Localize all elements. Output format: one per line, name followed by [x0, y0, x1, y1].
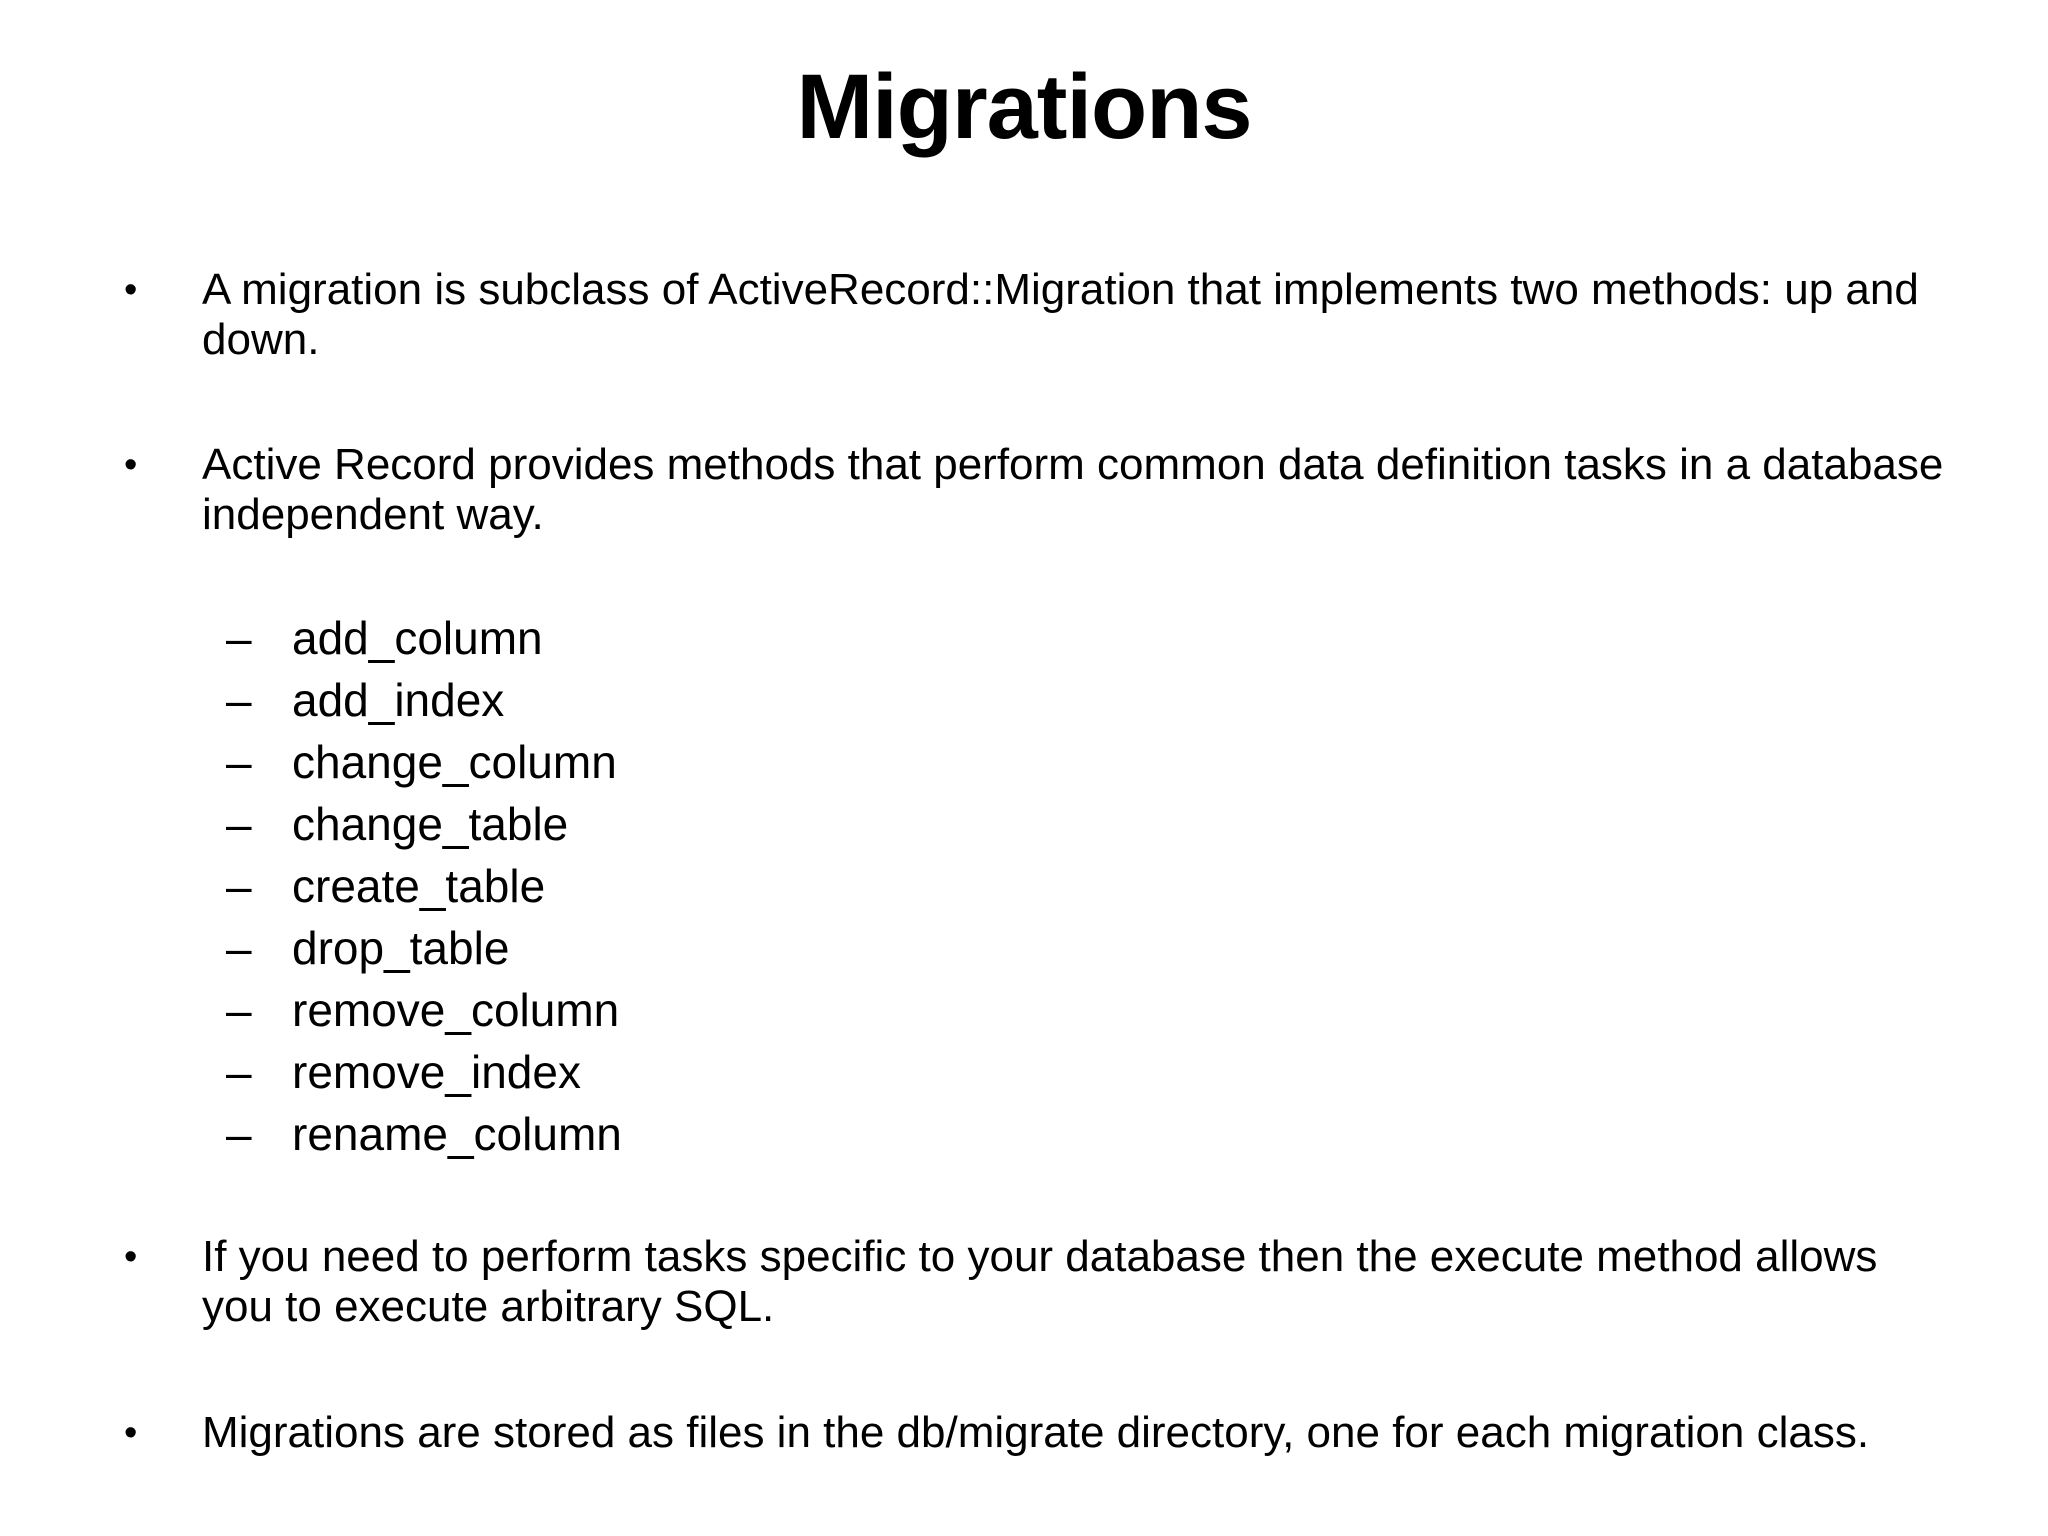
- dash-icon: –: [226, 1046, 252, 1098]
- method-name: create_table: [292, 860, 546, 912]
- bullet-item: [124, 1232, 1944, 1332]
- method-item: [226, 1103, 1126, 1165]
- slide-title: Migrations: [796, 56, 1252, 158]
- bullet-icon: •: [124, 444, 138, 486]
- method-name: add_index: [292, 674, 505, 726]
- dash-icon: –: [226, 736, 252, 788]
- dash-icon: –: [226, 798, 252, 850]
- method-name: drop_table: [292, 922, 510, 974]
- method-name: change_table: [292, 798, 569, 850]
- method-item: [226, 855, 1126, 917]
- method-item: [226, 731, 1126, 793]
- bullet-text: A migration is subclass of ActiveRecord::Migration that implements two methods: up and down.: [202, 265, 1919, 364]
- bullet-text: If you need to perform tasks specific to your database then the execute method allows you to execute arbitrary SQL.: [202, 1232, 1878, 1331]
- bullet-item: [124, 440, 1944, 540]
- method-item: [226, 917, 1126, 979]
- method-item: [226, 1041, 1126, 1103]
- bullet-text: Active Record provides methods that perform common data definition tasks in a database independent way.: [202, 440, 1944, 539]
- method-name: change_column: [292, 736, 617, 788]
- dash-icon: –: [226, 674, 252, 726]
- bullet-item: [124, 265, 1944, 365]
- dash-icon: –: [226, 1108, 252, 1160]
- dash-icon: –: [226, 860, 252, 912]
- method-name: remove_column: [292, 984, 620, 1036]
- method-name: add_column: [292, 612, 543, 664]
- bullet-text: Migrations are stored as files in the db/migrate directory, one for each migration class.: [202, 1408, 1870, 1457]
- method-list: [226, 607, 1126, 1165]
- method-item: [226, 607, 1126, 669]
- method-item: [226, 669, 1126, 731]
- bullet-icon: •: [124, 1412, 138, 1454]
- method-item: [226, 793, 1126, 855]
- method-item: [226, 979, 1126, 1041]
- bullet-icon: •: [124, 269, 138, 311]
- dash-icon: –: [226, 922, 252, 974]
- dash-icon: –: [226, 612, 252, 664]
- bullet-icon: •: [124, 1236, 138, 1278]
- bullet-item: [124, 1408, 1944, 1458]
- method-name: remove_index: [292, 1046, 581, 1098]
- dash-icon: –: [226, 984, 252, 1036]
- method-name: rename_column: [292, 1108, 622, 1160]
